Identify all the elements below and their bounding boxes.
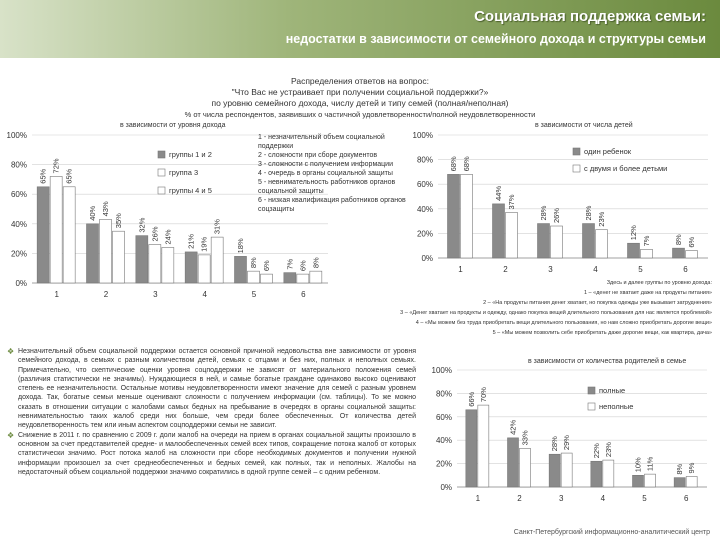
legend-swatch — [588, 403, 595, 410]
category-label: 4 — [600, 494, 606, 503]
conclusions — [6, 347, 416, 477]
y-tick-label: 60% — [10, 190, 27, 200]
bar — [596, 230, 608, 258]
category-label: 6 — [683, 265, 688, 274]
data-label: 70% — [478, 387, 488, 403]
data-label: 22% — [591, 443, 601, 459]
reasons-legend — [258, 133, 408, 214]
legend-label: с двумя и более детьми — [584, 164, 668, 173]
category-label: 6 — [301, 290, 306, 299]
reason-item: 6 - низкая квалификация работников органов соцзащиты — [258, 197, 406, 213]
bar — [673, 248, 685, 258]
y-tick-label: 0% — [421, 254, 433, 263]
y-tick-label: 80% — [435, 389, 452, 399]
income-note: 1 – «денег не хватает даже на продукты питания» — [583, 290, 712, 296]
data-label: 23% — [597, 211, 606, 227]
bar — [185, 252, 197, 283]
legend-swatch — [158, 187, 165, 194]
data-label: 19% — [199, 236, 209, 252]
bar — [466, 410, 477, 487]
y-tick-label: 0% — [15, 279, 27, 288]
income-notes — [400, 278, 712, 338]
category-label: 4 — [202, 290, 207, 299]
conclusion-paragraph: ❖ Снижение в 2011 г. по сравнению с 2009 г. доли жалоб на очереди на прием в органах социальной защиты произошло в основном за счет представителей средне- и малообеспеченных семей всех типов, сокращение потока жалоб от которых статистически значимо. Рост потока жалоб на сложности при сборе необходимых документов и получении нужной информации произошел за счет среднеобеспеченных и бедных семей, как полных, так и неполных. Жалобы на недостаточный объем социальной поддержки значимо сократились в одной группе семей – с одним ребенком. — [7, 430, 416, 476]
bar — [686, 251, 698, 258]
bar — [628, 243, 640, 258]
y-tick-label: 80% — [416, 155, 433, 165]
category-label: 1 — [54, 290, 59, 299]
bar — [561, 453, 572, 487]
y-tick-label: 20% — [10, 249, 27, 259]
slide-subtitle: недостатки в зависимости от семейного дохода и структуры семьи — [285, 32, 706, 46]
bar — [508, 438, 519, 487]
category-label: 1 — [475, 494, 481, 503]
data-label: 9% — [687, 462, 697, 474]
bar — [37, 187, 49, 283]
bar — [551, 226, 563, 258]
category-label: 3 — [548, 265, 553, 274]
y-tick-label: 40% — [416, 204, 433, 214]
bar — [63, 187, 75, 283]
legend-label: группа 3 — [169, 168, 199, 177]
bar — [591, 461, 602, 487]
reason-item: 2 - сложности при сборе документов — [258, 152, 378, 159]
bar — [198, 255, 210, 283]
y-tick-label: 100% — [412, 131, 433, 140]
question-line-2: "Что Вас не устраивает при получении социальной поддержки?» — [231, 87, 489, 97]
data-label: 18% — [236, 238, 245, 254]
bar — [633, 475, 644, 487]
data-label: 35% — [114, 213, 123, 229]
legend-label: группы 1 и 2 — [169, 150, 212, 159]
reason-item: 3 - сложности с получением информации — [258, 161, 393, 168]
bar — [211, 237, 223, 283]
bar — [583, 224, 595, 258]
reason-item: 4 - очередь в органы социальной защиты — [258, 170, 393, 177]
bar — [493, 204, 505, 258]
data-label: 66% — [466, 391, 476, 407]
bar — [549, 454, 560, 487]
bar — [113, 231, 125, 283]
bar — [448, 174, 460, 258]
data-label: 23% — [603, 442, 613, 458]
data-label: 65% — [64, 168, 74, 184]
category-label: 2 — [517, 494, 522, 503]
bar — [162, 247, 174, 283]
data-label: 12% — [629, 225, 638, 241]
data-label: 10% — [633, 457, 643, 473]
income-note: 2 – «На продукты питания денег хватает, но покупка одежды уже вызывает затруднения» — [483, 300, 712, 306]
data-label: 32% — [137, 217, 147, 233]
y-tick-label: 40% — [10, 219, 27, 229]
bar — [686, 476, 697, 487]
data-label: 68% — [462, 156, 471, 172]
data-label: 8% — [675, 463, 685, 475]
data-label: 26% — [150, 226, 160, 242]
bar — [248, 271, 260, 283]
data-label: 21% — [186, 233, 196, 249]
bar — [297, 274, 309, 283]
legend-label: один ребенок — [584, 147, 632, 156]
legend-swatch — [158, 169, 165, 176]
category-label: 3 — [153, 290, 158, 299]
y-tick-label: 60% — [416, 180, 433, 190]
slide-header — [0, 0, 720, 58]
legend-label: полные — [599, 386, 626, 395]
y-tick-label: 20% — [435, 459, 452, 469]
data-label: 28% — [550, 436, 560, 452]
bar — [478, 405, 489, 487]
conclusion-paragraph: ❖ Незначительный объем социальной поддержки остается основной причиной недовольства вне зависимости от уровня семейного дохода, в семьях с разным количеством детей, семьях с отцами и без них, полных и неполных семьях. Примечательно, что скептические оценки уровня соцподдержки не зависят от материального положения семей (различия статистически не значимы). Нуждающиеся в ней, и самые богатые граждане одинаково высоко оценивают степень ее незначительности. Остальные мотивы неудовлетворенности имеют значение для семей с разным уровнем дохода. Так, богатые семьи меньше оценивают сложности с получением информации (см. таблицы). То же можно сказать в отношении ситуации с жалобами самых бедных на пребывание в очередях в органы социальной защиты: невнимательностью таких жалоб среди них больше, чем среди более обеспеченных. От количества детей неудовлетворенность тем или иным аспектом соцподдержки семьи не зависит. — [7, 347, 416, 430]
bar — [641, 249, 653, 258]
data-label: 8% — [311, 257, 321, 269]
bar — [261, 274, 273, 283]
reason-item: 1 - незначительный объем социальной поддержки — [258, 134, 385, 150]
children-chart — [408, 130, 718, 280]
category-label: 6 — [683, 494, 689, 503]
data-label: 7% — [285, 258, 295, 270]
question-line-3: по уровню семейного дохода, числу детей и типу семей (полная/неполная) — [211, 98, 509, 108]
legend-swatch — [588, 387, 595, 394]
reason-item: 5 - невнимательность работников органов социальной защиты — [258, 179, 396, 195]
data-label: 28% — [539, 205, 548, 221]
legend-label: группы 4 и 5 — [169, 186, 212, 195]
bar — [87, 224, 99, 283]
data-label: 6% — [262, 260, 271, 272]
category-label: 2 — [103, 290, 109, 299]
data-label: 7% — [642, 235, 651, 247]
legend-swatch — [573, 165, 580, 172]
data-label: 40% — [88, 205, 97, 221]
bar — [235, 256, 247, 283]
bullet-icon: ❖ — [7, 347, 15, 356]
parents-chart — [425, 365, 715, 510]
bar — [310, 271, 322, 283]
income-note: 3 – «Денег хватает на продукты и одежду, однако покупка вещей длительного пользования для нас является проблемой» — [400, 310, 712, 316]
data-label: 28% — [584, 205, 593, 221]
y-tick-label: 100% — [431, 366, 452, 375]
bar — [136, 236, 148, 283]
bar — [674, 478, 685, 487]
data-label: 24% — [163, 229, 173, 245]
slide-title: Социальная поддержка семьи: — [474, 8, 706, 25]
data-label: 44% — [494, 185, 503, 201]
category-label: 5 — [251, 290, 257, 299]
legend-label: неполные — [599, 402, 634, 411]
data-label: 33% — [520, 430, 530, 446]
bar — [461, 174, 473, 258]
bar — [100, 219, 112, 283]
data-label: 29% — [562, 435, 572, 451]
bar — [149, 245, 161, 283]
data-label: 65% — [38, 168, 48, 184]
data-label: 8% — [249, 257, 258, 269]
data-label: 43% — [101, 201, 110, 217]
chart2-title: в зависимости от числа детей — [535, 122, 633, 129]
category-label: 5 — [638, 265, 643, 274]
question-line-1: Распределения ответов на вопрос: — [290, 76, 430, 86]
bar — [520, 448, 531, 487]
chart3-title: в зависимости от количества родителей в семье — [528, 358, 687, 365]
data-label: 6% — [687, 236, 696, 248]
y-tick-label: 100% — [6, 131, 27, 140]
data-label: 72% — [51, 158, 61, 174]
bullet-icon: ❖ — [7, 430, 15, 440]
bar — [506, 212, 518, 258]
data-label: 6% — [298, 260, 308, 272]
chart1-title: в зависимости от уровня дохода — [120, 122, 226, 129]
footer-org: Санкт-Петербургский информационно-аналитический центр — [513, 529, 710, 536]
legend-swatch — [573, 148, 580, 155]
y-tick-label: 40% — [435, 436, 452, 446]
bar — [50, 176, 62, 283]
income-note: Здесь и далее группы по уровню дохода: — [606, 280, 712, 286]
data-label: 42% — [508, 419, 518, 435]
category-label: 1 — [458, 265, 463, 274]
bar — [538, 224, 550, 258]
y-tick-label: 0% — [440, 483, 452, 492]
data-label: 31% — [212, 219, 222, 235]
y-tick-label: 80% — [10, 160, 27, 170]
income-note: 4 – «Мы можем без труда приобретать вещи длительного пользования, но нам сложно приобретать дорогие вещи» — [415, 320, 712, 326]
bar — [284, 273, 296, 283]
data-label: 68% — [449, 156, 458, 172]
data-label: 8% — [674, 234, 683, 246]
legend-swatch — [158, 151, 165, 158]
category-label: 4 — [593, 265, 598, 274]
income-note: 5 – «Мы можем позволить себе приобретать даже дорогие вещи, как квартира, дача» — [492, 330, 712, 336]
data-label: 37% — [507, 194, 516, 210]
y-tick-label: 60% — [435, 412, 452, 422]
bar — [645, 474, 656, 487]
question-line-4: % от числа респондентов, заявивших о частичной удовлетворенности/полной неудовлетворенности — [184, 110, 536, 119]
y-tick-label: 20% — [416, 229, 433, 239]
category-label: 3 — [558, 494, 564, 503]
data-label: 26% — [552, 208, 561, 224]
category-label: 2 — [503, 265, 508, 274]
bar — [603, 460, 614, 487]
category-label: 5 — [642, 494, 647, 503]
data-label: 11% — [645, 456, 655, 472]
